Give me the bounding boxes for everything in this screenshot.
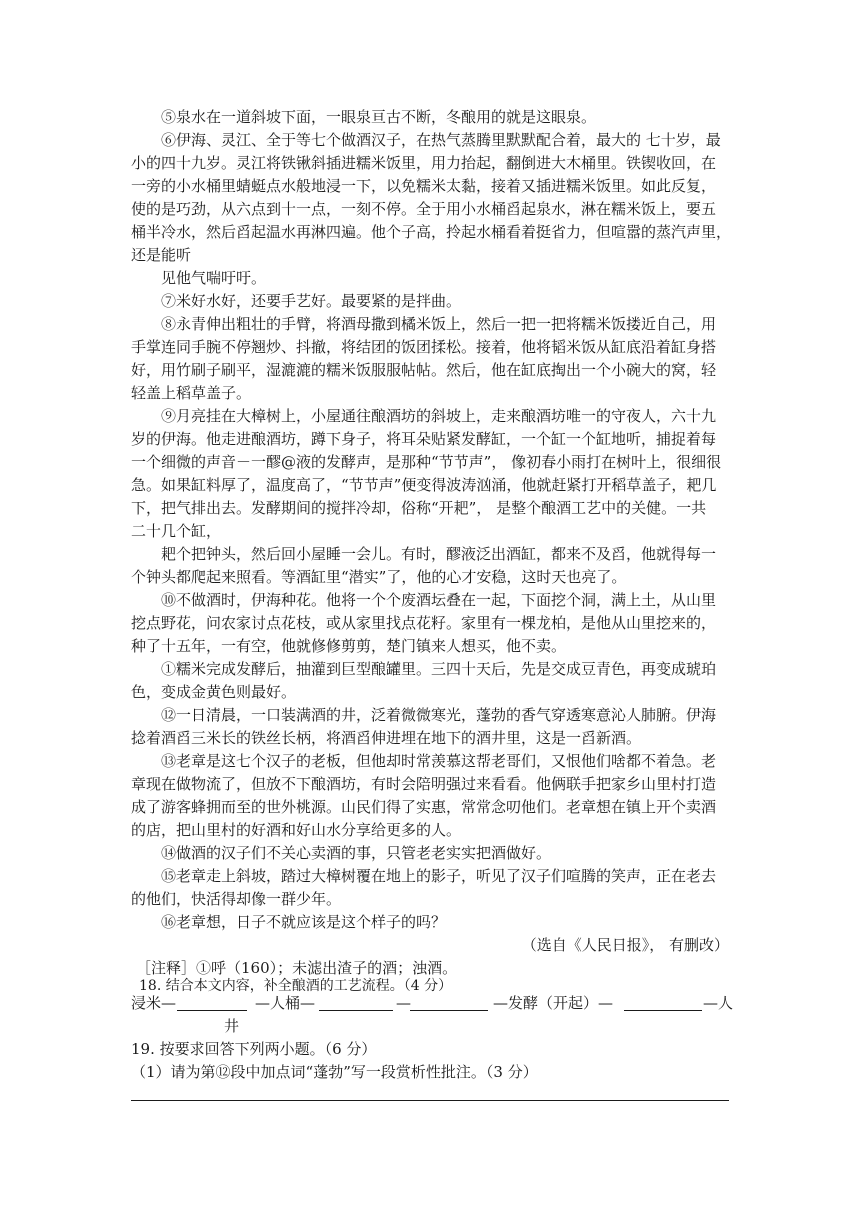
paragraph-line: 手掌连同手腕不停翘炒、抖撤，将结团的饭团揉松。接着，他将韬米饭从缸底沿着缸身搭 — [131, 338, 717, 356]
paragraph-line: ⑧永青伸出粗壮的手臂，将酒母撒到橘米饭上，然后一把一把将糯米饭搂近自己，用 — [161, 315, 717, 333]
paragraph-line: 种了十五年，一有空，他就修修剪剪，楚门镇来人想买，他不卖。 — [131, 637, 567, 655]
flow-step: —发酵（开起）— — [493, 994, 614, 1012]
paragraph-line: 桶半冷水，然后舀起温水再淋四遍。他个子高，拎起水桶看着挺省力，但喧嚣的蒸汽声里， — [131, 223, 732, 241]
paragraph-line: ⑬老章是这七个汉子的老板，但他却时常羡慕这帮老哥们，又恨他们啥都不着急。老 — [161, 752, 717, 770]
question-19-sub1: （1）请为第⑫段中加点词“蓬勃”写一段赏析性批注。（3 分） — [131, 1063, 538, 1081]
paragraph-line: ⑮老章走上斜坡，踏过大樟树覆在地上的影子，听见了汉子们喧腾的笑声，正在老去 — [161, 867, 717, 885]
flow-step: — — [396, 994, 411, 1012]
paragraph-line: 挖点野花，问农家讨点花枝，或从家里找点花籽。家里有一棵龙柏，是他从山里挖来的， — [131, 614, 717, 632]
paragraph-line: 小的四十九岁。灵江将铁锹斜插进糯米饭里，用力抬起，翻倒进大木桶里。铁锲收回，在 — [131, 154, 717, 172]
flow-step: —人桶— — [255, 994, 316, 1012]
flow-step: —人 — [703, 994, 734, 1012]
paragraph-line: 成了游客蜂拥而至的世外桃源。山民们得了实惠，常常念叨他们。老章想在镇上开个卖酒 — [131, 798, 717, 816]
paragraph-line: 好，用竹刷子刷平，湿漉漉的糯米饭服服帖帖。然后，他在缸底掏出一个小碗大的窝，轻 — [131, 361, 717, 379]
flow-blank-2[interactable] — [319, 1010, 393, 1011]
paragraph-line: 色，变成金黄色则最好。 — [131, 683, 297, 701]
footnote: ［注释］①呼（160）；未滤出渣子的酒；浊酒。 — [136, 959, 458, 977]
paragraph-line: ⑭做酒的汉子们不关心卖酒的事，只管老老实实把酒做好。 — [161, 844, 552, 862]
process-flow — [131, 993, 733, 1013]
paragraph-line: 章现在做物流了，但放不下酿酒坊，有时会陪明强过来看看。他俩联手把家乡山里村打造 — [131, 775, 717, 793]
paragraph-line: 的店，把山里村的好酒和好山水分享给更多的人。 — [131, 821, 462, 839]
paragraph-line: ⑤泉水在一道斜坡下面，一眼泉亘古不断，冬酿用的就是这眼泉。 — [161, 108, 597, 126]
paragraph-line: 见他气喘吁吁。 — [161, 269, 267, 287]
paragraph-line: ⑫一日清晨，一口装满酒的井，泛着微微寒光，蓬勃的香气穿透寒意沁人肺腑。伊海 — [161, 706, 717, 724]
paragraph-line: 的他们，快活得却像一群少年。 — [131, 890, 342, 908]
flow-step: 浸米— — [131, 994, 177, 1012]
flow-blank-1[interactable] — [177, 1010, 247, 1011]
answer-line[interactable] — [131, 1100, 729, 1101]
paragraph-line: 一旁的小水桶里蜻蜓点水般地浸一下，以免糯米太黏，接着又插进糯米饭里。如此反复， — [131, 177, 717, 195]
paragraph-line: 岁的伊海。他走进酿酒坊，蹲下身子，将耳朵贴紧发酵缸，一个缸一个缸地听，捕捉着每 — [131, 430, 717, 448]
paragraph-line: ⑨月亮挂在大樟树上，小屋通往酿酒坊的斜坡上，走来酿酒坊唯一的守夜人，六十九 — [161, 407, 717, 425]
paragraph-line: 还是能听 — [131, 246, 192, 264]
paragraph-line: ⑥伊海、灵江、全于等七个做酒汉子，在热气蒸腾里默默配合着，最大的 七十岁，最 — [161, 131, 721, 149]
paragraph-line: 轻盖上稻草盖子。 — [131, 384, 252, 402]
paragraph-line: 捻着酒舀三米长的铁丝长柄，将酒舀伸进埋在地下的酒井里，这是一舀新酒。 — [131, 729, 642, 747]
paragraph-line: ⑩不做酒时，伊海种花。他将一个个废酒坛叠在一起，下面挖个洞，满上土，从山里 — [161, 591, 717, 609]
paragraph-line: 二十几个缸， — [131, 522, 222, 540]
paragraph-line: 使的是巧劲，从六点到十一点，一刻不停。全于用小水桶舀起泉水，淋在糯米饭上，要五 — [131, 200, 717, 218]
flow-blank-4[interactable] — [624, 1010, 702, 1011]
paragraph-line: 耙个把钟头，然后回小屋睡一会儿。有时，醪液泛出酒缸，都来不及舀，他就得每一 — [161, 545, 717, 563]
question-18-stem: 18. 结合本文内容，补全酿酒的工艺流程。（4 分） — [139, 978, 453, 994]
paragraph-line: 个钟头都爬起来照看。等酒缸里“潜实”了，他的心才安稳，这时天也亮了。 — [131, 568, 627, 586]
paragraph-line: 一个细微的声音－一醪@液的发酵声，是那种“节节声”， 像初春小雨打在树叶上，很细很 — [131, 453, 722, 471]
source-citation: （选自《人民日报》， 有删改） — [521, 936, 729, 954]
paragraph-line: ⑯老章想，日子不就应该是这个样子的吗？ — [161, 913, 447, 931]
question-19-stem: 19. 按要求回答下列两小题。（6 分） — [131, 1040, 377, 1058]
paragraph-line: ⑦米好水好，还要手艺好。最要紧的是拌曲。 — [161, 292, 462, 310]
paragraph-line: 下，把气排出去。发酵期间的搅拌冷却，俗称“开耙”， 是整个酿酒工艺中的关健。一共 — [131, 499, 707, 517]
flow-step: 井 — [224, 1017, 240, 1035]
paragraph-line: 急。如果缸料厚了，温度高了，“节节声”便变得波涛汹涌，他就赶紧打开稻草盖子，耙几 — [131, 476, 717, 494]
paragraph-line: ①糯米完成发酵后，抽灌到巨型酿罐里。三四十天后，先是交成豆青色，再变成琥珀 — [161, 660, 717, 678]
flow-blank-3[interactable] — [410, 1010, 488, 1011]
